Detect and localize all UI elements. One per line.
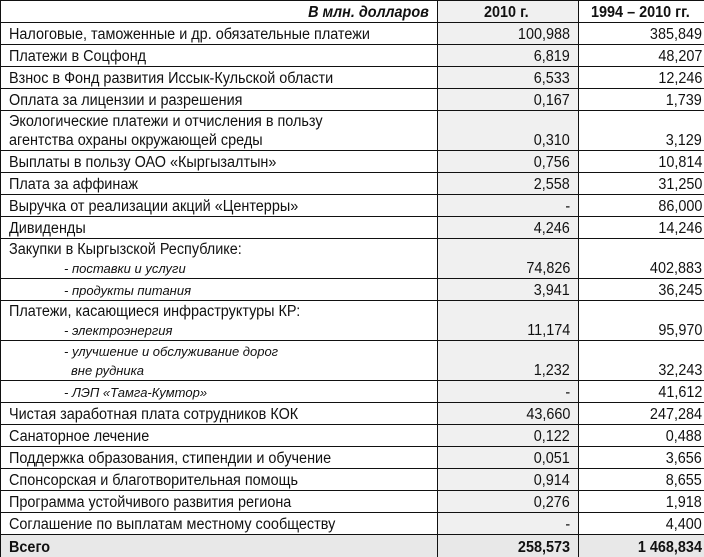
value-2010: - — [438, 513, 579, 535]
total-label: Всего — [1, 535, 438, 557]
value-1994-2010: 1,739 — [579, 89, 704, 111]
table-row — [1, 513, 704, 535]
group-label: Платежи, касающиеся инфраструктуры КР: — [9, 302, 300, 321]
row-label: Плата за аффинаж — [1, 173, 438, 195]
value-2010: 0,122 — [438, 425, 579, 447]
value-1994-2010: 95,970 — [579, 301, 704, 341]
row-label: Программа устойчивого развития региона — [1, 491, 438, 513]
row-label: Оплата за лицензии и разрешения — [1, 89, 438, 111]
value-1994-2010: 41,612 — [579, 381, 704, 403]
table-row — [1, 89, 704, 111]
value-1994-2010: 3,656 — [579, 447, 704, 469]
row-label — [1, 301, 438, 341]
value-1994-2010: 247,284 — [579, 403, 704, 425]
row-label — [1, 239, 438, 279]
value-2010: 0,310 — [438, 111, 579, 151]
total-value-1994-2010: 1 468,834 — [579, 535, 704, 557]
group-label: Закупки в Кыргызской Республике: — [9, 240, 242, 259]
value-1994-2010: 48,207 — [579, 45, 704, 67]
value-1994-2010: 31,250 — [579, 173, 704, 195]
table-row — [1, 341, 704, 381]
row-label: Санаторное лечение — [1, 425, 438, 447]
sub-item-label: - ЛЭП «Тамга-Кумтор» — [9, 383, 207, 402]
table-row — [1, 447, 704, 469]
value-2010: 3,941 — [438, 279, 579, 301]
table-row — [1, 491, 704, 513]
table-row — [1, 381, 704, 403]
sub-item-label: - поставки и услуги — [9, 259, 186, 278]
row-label: Соглашение по выплатам местному сообществу — [1, 513, 438, 535]
row-label: Выплаты в пользу ОАО «Кыргызалтын» — [1, 151, 438, 173]
value-2010: 43,660 — [438, 403, 579, 425]
value-1994-2010: 86,000 — [579, 195, 704, 217]
value-2010: - — [438, 381, 579, 403]
table-row — [1, 23, 704, 45]
total-row — [1, 535, 704, 557]
table-row — [1, 45, 704, 67]
row-label: Дивиденды — [1, 217, 438, 239]
value-2010: 4,246 — [438, 217, 579, 239]
unit-label: В млн. долларов — [1, 1, 438, 23]
table-row — [1, 301, 704, 341]
header-row — [1, 1, 704, 23]
value-1994-2010: 32,243 — [579, 341, 704, 381]
value-2010: 0,051 — [438, 447, 579, 469]
value-1994-2010: 12,246 — [579, 67, 704, 89]
table-row — [1, 469, 704, 491]
row-label — [1, 279, 438, 301]
table-row — [1, 425, 704, 447]
row-label: Поддержка образования, стипендии и обучение — [1, 447, 438, 469]
total-value-2010: 258,573 — [438, 535, 579, 557]
table-row — [1, 173, 704, 195]
value-2010: 0,756 — [438, 151, 579, 173]
value-1994-2010: 385,849 — [579, 23, 704, 45]
value-2010: 0,276 — [438, 491, 579, 513]
table-row — [1, 279, 704, 301]
value-2010: 100,988 — [438, 23, 579, 45]
sub-item-label: - продукты питания — [9, 281, 191, 300]
value-1994-2010: 402,883 — [579, 239, 704, 279]
value-1994-2010: 10,814 — [579, 151, 704, 173]
value-1994-2010: 1,918 — [579, 491, 704, 513]
value-1994-2010: 8,655 — [579, 469, 704, 491]
row-label: Экологические платежи и отчисления в пользу агентства охраны окружающей среды — [1, 111, 438, 151]
column-header-2010: 2010 г. — [438, 1, 579, 23]
row-label — [1, 341, 438, 381]
value-2010: 2,558 — [438, 173, 579, 195]
table-row — [1, 403, 704, 425]
value-2010: 1,232 — [438, 341, 579, 381]
row-label: Спонсорская и благотворительная помощь — [1, 469, 438, 491]
value-1994-2010: 14,246 — [579, 217, 704, 239]
value-2010: 74,826 — [438, 239, 579, 279]
value-2010: 6,533 — [438, 67, 579, 89]
table-row — [1, 217, 704, 239]
row-label: Выручка от реализации акций «Центерры» — [1, 195, 438, 217]
value-1994-2010: 4,400 — [579, 513, 704, 535]
value-1994-2010: 3,129 — [579, 111, 704, 151]
value-2010: 0,167 — [438, 89, 579, 111]
sub-item-label: - электроэнергия — [9, 321, 172, 340]
row-label: Взнос в Фонд развития Иссык-Кульской области — [1, 67, 438, 89]
sub-item-label-continued: вне рудника — [9, 361, 144, 380]
table-row — [1, 151, 704, 173]
row-label — [1, 381, 438, 403]
table-row — [1, 111, 704, 151]
row-label: Платежи в Соцфонд — [1, 45, 438, 67]
table-row — [1, 239, 704, 279]
row-label: Чистая заработная плата сотрудников КОК — [1, 403, 438, 425]
value-2010: - — [438, 195, 579, 217]
column-header-1994-2010: 1994 – 2010 гг. — [579, 1, 704, 23]
table-row — [1, 195, 704, 217]
row-label: Налоговые, таможенные и др. обязательные платежи — [1, 23, 438, 45]
value-1994-2010: 0,488 — [579, 425, 704, 447]
sub-item-label: - улучшение и обслуживание дорог — [9, 342, 278, 361]
value-2010: 6,819 — [438, 45, 579, 67]
value-2010: 0,914 — [438, 469, 579, 491]
table-row — [1, 67, 704, 89]
value-1994-2010: 36,245 — [579, 279, 704, 301]
value-2010: 11,174 — [438, 301, 579, 341]
